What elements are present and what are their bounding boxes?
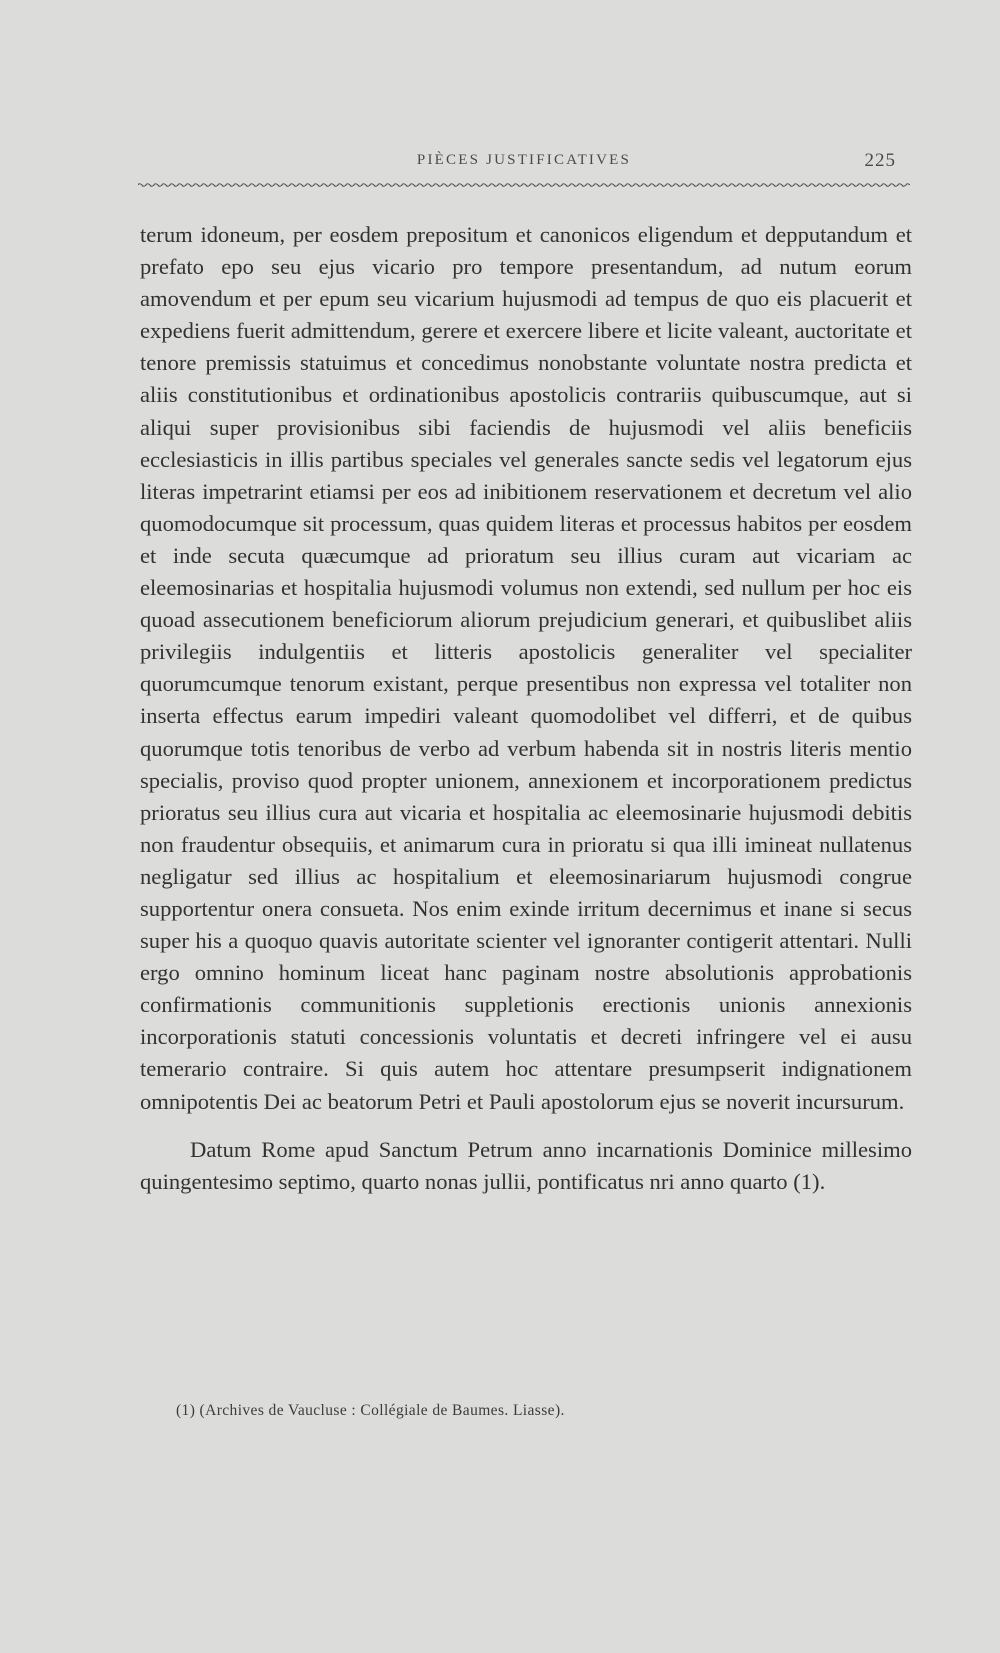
running-head bbox=[138, 150, 910, 180]
main-text bbox=[140, 219, 912, 1198]
paragraph-2: Datum Rome apud Sanctum Petrum anno incarnationis Dominice millesimo quingentesimo septimo, quarto nonas jullii, pontificatus nri anno quarto (1). bbox=[140, 1136, 912, 1194]
footnote: (1) (Archives de Vaucluse : Collégiale de Baumes. Liasse). bbox=[176, 1402, 565, 1419]
running-title: PIÈCES JUSTIFICATIVES bbox=[416, 152, 632, 168]
page-number: 225 bbox=[864, 150, 896, 171]
wavy-rule-divider bbox=[138, 182, 910, 188]
paragraph-1: terum idoneum, per eosdem prepositum et canonicos eligendum et depputandum et prefato epo seu ejus vicario pro tempore presentandum, ad nutum eorum amovendum et per epum seu vicarium hujusmodi ad tempus de quo eis placuerit et expediens fuerit admittendum, gerere et exercere libere et licite valeant, auctoritate et tenore premissis statuimus et concedimus nonobstante voluntate nostra predicta et aliis constitutionibus et ordinationibus apostolicis contrariis quibuscumque, aut si aliqui super provisionibus sibi faciendis de hujusmodi vel aliis beneficiis ecclesiasticis in illis partibus speciales vel generales sancte sedis vel legatorum ejus literas impetrarint etiamsi per eos ad inibitionem reservationem et decretum vel alio quomodocumque sit processum, quas quidem literas et processus habitos per eosdem et inde secuta quæcumque ad prioratum seu illius curam aut vicariam ac eleemosinarias et hospitalia hujusmodi volumus non extendi, sed nullum per hoc eis quoad assecutionem beneficiorum aliorum prejudicium generari, et quibuslibet aliis privilegiis indulgentiis et litteris apostolicis generaliter vel specialiter quorumcumque tenorum existant, perque presentibus non expressa vel totaliter non inserta effectus earum impediri valeant quomodolibet vel differri, et de quibus quorumque totis tenoribus de verbo ad verbum habenda sit in nostris literis mentio specialis, proviso quod propter unionem, annexionem et incorporationem predictus prioratus seu illius cura aut vicaria et hospitalia ac eleemosinarie hujusmodi debitis non fraudentur obsequiis, et animarum cura in prioratu si qua illi imineat nullatenus negligatur sed illius ac hospitalium et eleemosinariarum hujusmodi congrue supportentur onera consueta. Nos enim exinde irritum decernimus et inane si secus super his a quoquo quavis autoritate scienter vel ignoranter contigerit attentari. Nulli ergo omnino hominum liceat hanc paginam nostre absolutionis approbationis confirmationis communitionis suppletionis erectionis unionis annexionis incorporationis statuti concessionis voluntatis et decreti infringere vel ei ausu temerario contraire. Si quis autem hoc attentare presumpserit indignationem omnipotentis Dei ac beatorum Petri et Pauli apostolorum ejus se noverit incursurum. bbox=[140, 222, 912, 1114]
